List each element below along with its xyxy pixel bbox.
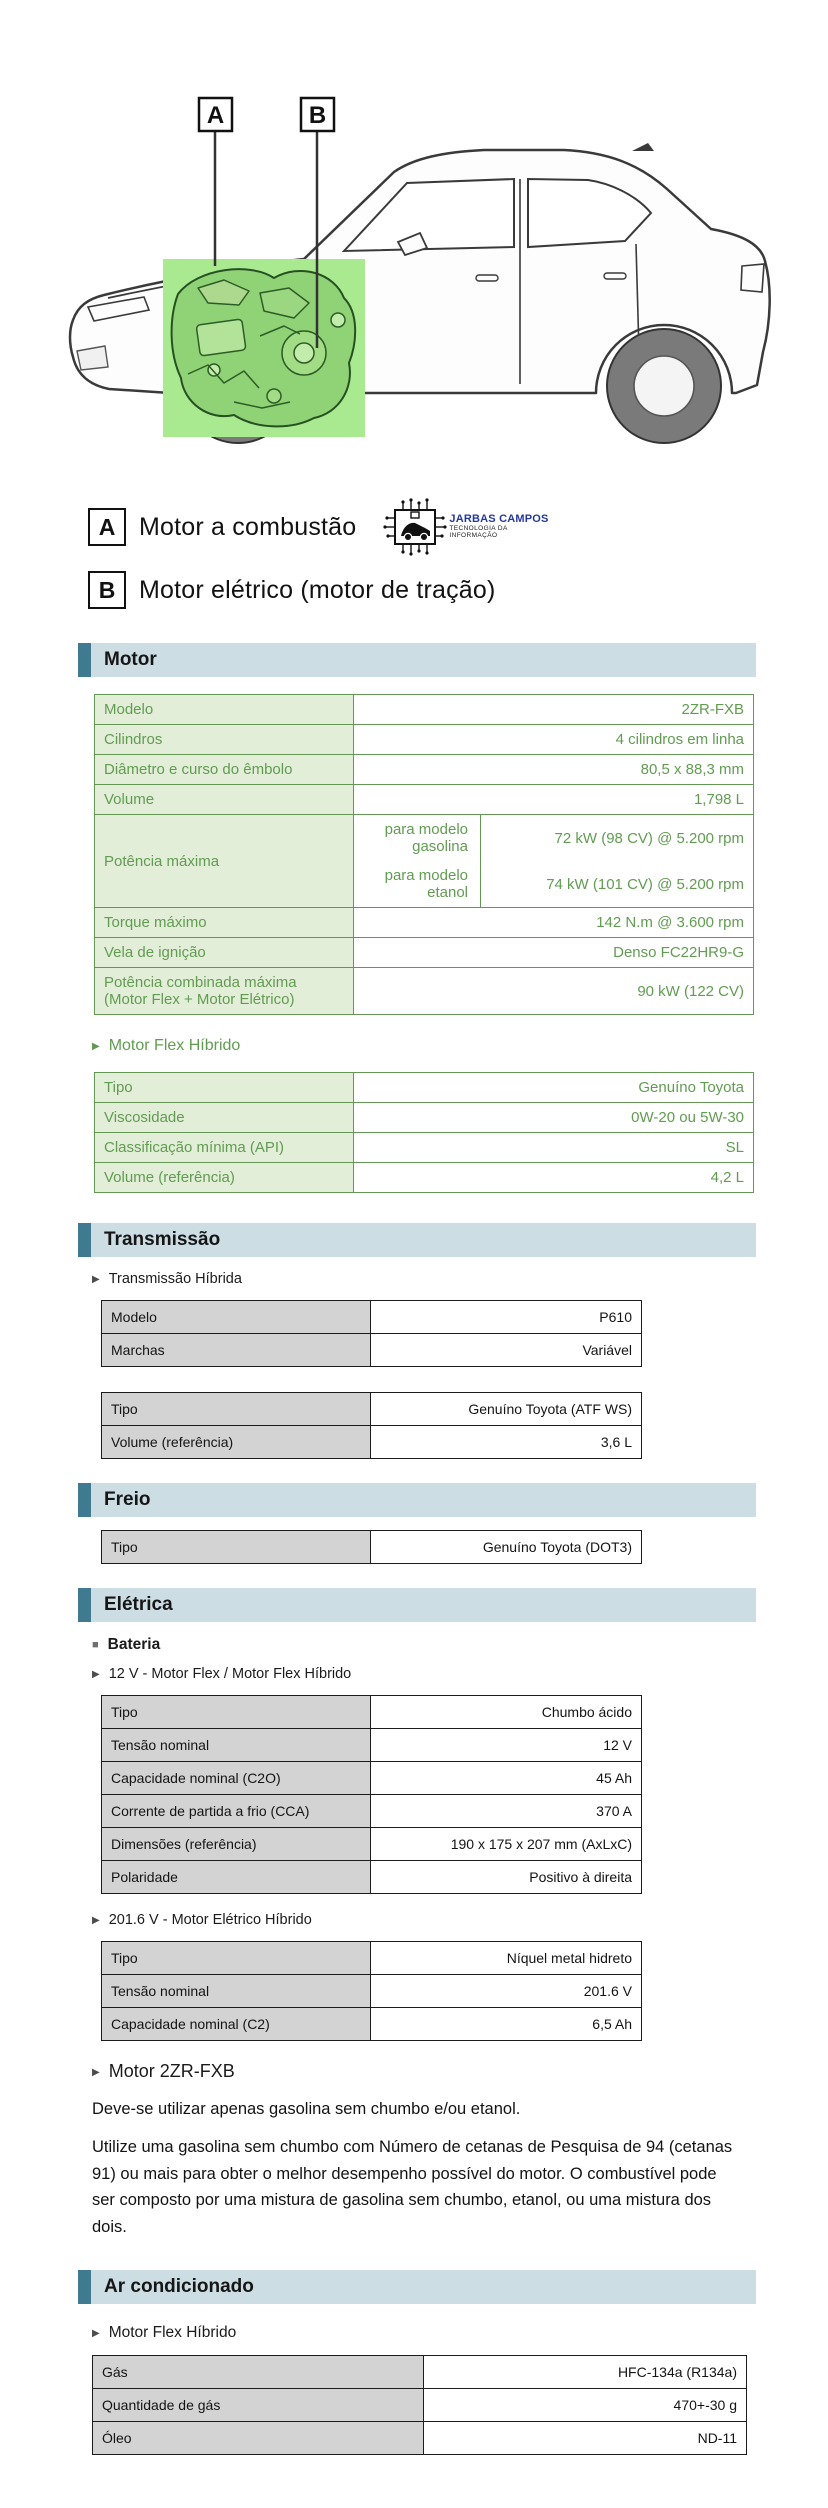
chip-car-icon <box>383 498 447 556</box>
triangle-bullet-icon: ▶ <box>92 2066 100 2078</box>
table-row: Polaridade Positivo à direita <box>102 1861 642 1894</box>
table-row: Capacidade nominal (C2) 6,5 Ah <box>102 2008 642 2041</box>
freio-table <box>101 1530 642 1564</box>
section-title: Freio <box>104 1489 151 1510</box>
legend-b-label: Motor elétrico (motor de tração) <box>139 575 496 604</box>
table-row: para modelo etanol 74 kW (101 CV) @ 5.200 rpm <box>95 861 754 908</box>
logo-text <box>449 514 548 539</box>
section-title: Transmissão <box>104 1229 221 1250</box>
fuel-note-paragraph-2: Utilize uma gasolina sem chumbo com Número de cetanas de Pesquisa de 94 (cetanas 91) ou mais para obter o melhor desempenho possível do motor. O combustível pode ser composto por uma mistura de gasolina sem chumbo, etanol, ou uma mistura dos dois. <box>92 2138 733 2236</box>
motor-oil-table <box>94 1072 754 1193</box>
subsection-bateria <box>92 1636 756 1654</box>
section-title: Elétrica <box>104 1594 173 1615</box>
subsection-label: Bateria <box>107 1636 161 1653</box>
subsection-label: Motor Flex Híbrido <box>108 1037 241 1054</box>
table-row: Tipo Genuíno Toyota (ATF WS) <box>102 1393 642 1426</box>
table-row: Tipo Genuíno Toyota <box>95 1073 754 1103</box>
subsection-label: Transmissão Híbrida <box>108 1271 242 1287</box>
logo-brand-name: JARBAS CAMPOS <box>449 513 549 526</box>
section-eletrica <box>78 1588 756 2240</box>
triangle-bullet-icon: ▶ <box>92 2327 100 2339</box>
table-row: Capacidade nominal (C2O) 45 Ah <box>102 1762 642 1795</box>
table-row: Tensão nominal 12 V <box>102 1729 642 1762</box>
table-row: Óleo ND-11 <box>93 2421 747 2454</box>
subsection-label: 201.6 V - Motor Elétrico Híbrido <box>108 1912 312 1928</box>
table-row: Modelo P610 <box>102 1301 642 1334</box>
table-row: Tipo Genuíno Toyota (DOT3) <box>102 1531 642 1564</box>
section-header-motor <box>78 643 756 677</box>
subsection-label: Motor 2ZR-FXB <box>108 2061 235 2081</box>
subsection-transmissao-hibrida <box>92 1271 756 1287</box>
subsection-label: Motor Flex Híbrido <box>108 2323 237 2341</box>
logo-tagline-1: TECNOLOGIA DA <box>449 524 508 532</box>
section-transmissao <box>78 1223 756 1459</box>
triangle-bullet-icon: ▶ <box>92 1669 100 1680</box>
transmissao-fluid-table <box>101 1392 642 1459</box>
table-row: Gás HFC-134a (R134a) <box>93 2355 747 2388</box>
section-motor <box>78 643 756 1193</box>
table-row: Corrente de partida a frio (CCA) 370 A <box>102 1795 642 1828</box>
table-row: Diâmetro e curso do êmbolo 80,5 x 88,3 mm <box>95 755 754 785</box>
section-header-eletrica <box>78 1588 756 1622</box>
section-title: Ar condicionado <box>104 2275 254 2297</box>
table-row: Volume 1,798 L <box>95 785 754 815</box>
section-ar-condicionado <box>78 2270 756 2455</box>
car-diagram <box>0 0 828 480</box>
table-row: Modelo 2ZR-FXB <box>95 695 754 725</box>
callout-a-letter: A <box>206 102 225 129</box>
table-row: Viscosidade 0W-20 ou 5W-30 <box>95 1103 754 1133</box>
ar-condicionado-table <box>92 2355 747 2455</box>
car-illustration <box>48 52 780 480</box>
diagram-legend <box>88 498 828 609</box>
triangle-bullet-icon: ▶ <box>92 1041 100 1052</box>
section-header-freio <box>78 1483 756 1517</box>
table-row: Tipo Chumbo ácido <box>102 1696 642 1729</box>
table-row: Potência combinada máxima (Motor Flex + Motor Elétrico) 90 kW (122 CV) <box>95 968 754 1015</box>
motor-specs-table <box>94 694 754 1015</box>
table-row: Potência máxima para modelo gasolina 72 kW (98 CV) @ 5.200 rpm <box>95 815 754 862</box>
table-row: Cilindros 4 cilindros em linha <box>95 725 754 755</box>
legend-a-chip: A <box>88 508 126 546</box>
transmissao-model-table <box>101 1300 642 1367</box>
subsection-bateria-201v <box>92 1912 756 1928</box>
table-row: Vela de ignição Denso FC22HR9-G <box>95 938 754 968</box>
table-row: Volume (referência) 4,2 L <box>95 1163 754 1193</box>
callout-a <box>199 98 232 266</box>
legend-item-b <box>88 571 828 609</box>
legend-a-label: Motor a combustão <box>139 512 357 541</box>
legend-b-chip: B <box>88 571 126 609</box>
subsection-label: 12 V - Motor Flex / Motor Flex Híbrido <box>108 1666 352 1682</box>
subsection-motor-flex-hibrido <box>92 1037 756 1055</box>
triangle-bullet-icon: ▶ <box>92 1915 100 1926</box>
table-row: Marchas Variável <box>102 1334 642 1367</box>
subsection-ar-motor-flex-hibrido <box>92 2324 756 2342</box>
table-row: Classificação mínima (API) SL <box>95 1133 754 1163</box>
bateria-12v-table <box>101 1695 642 1894</box>
square-bullet-icon: ■ <box>92 1638 99 1651</box>
table-row: Tensão nominal 201.6 V <box>102 1975 642 2008</box>
jarbas-campos-logo <box>383 498 548 556</box>
section-freio <box>78 1483 756 1564</box>
subsection-bateria-12v <box>92 1666 756 1682</box>
triangle-bullet-icon: ▶ <box>92 1274 100 1285</box>
engine-illustration <box>172 269 356 426</box>
table-row: Torque máximo 142 N.m @ 3.600 rpm <box>95 908 754 938</box>
table-row: Quantidade de gás 470+-30 g <box>93 2388 747 2421</box>
section-header-ar-condicionado <box>78 2270 756 2304</box>
section-header-transmissao <box>78 1223 756 1257</box>
table-row: Tipo Níquel metal hidreto <box>102 1942 642 1975</box>
fuel-note-paragraph-1: Deve-se utilizar apenas gasolina sem chumbo e/ou etanol. <box>92 2100 521 2118</box>
section-title: Motor <box>104 649 157 670</box>
rear-wheel <box>607 329 721 443</box>
legend-item-a <box>88 498 828 556</box>
subsection-motor-2zr-fxb <box>92 2061 756 2082</box>
callout-b-letter: B <box>308 102 327 129</box>
table-row: Dimensões (referência) 190 x 175 x 207 mm (AxLxC) <box>102 1828 642 1861</box>
table-row: Volume (referência) 3,6 L <box>102 1426 642 1459</box>
logo-tagline-2: INFORMAÇÃO <box>449 531 498 539</box>
bateria-201v-table <box>101 1941 642 2041</box>
